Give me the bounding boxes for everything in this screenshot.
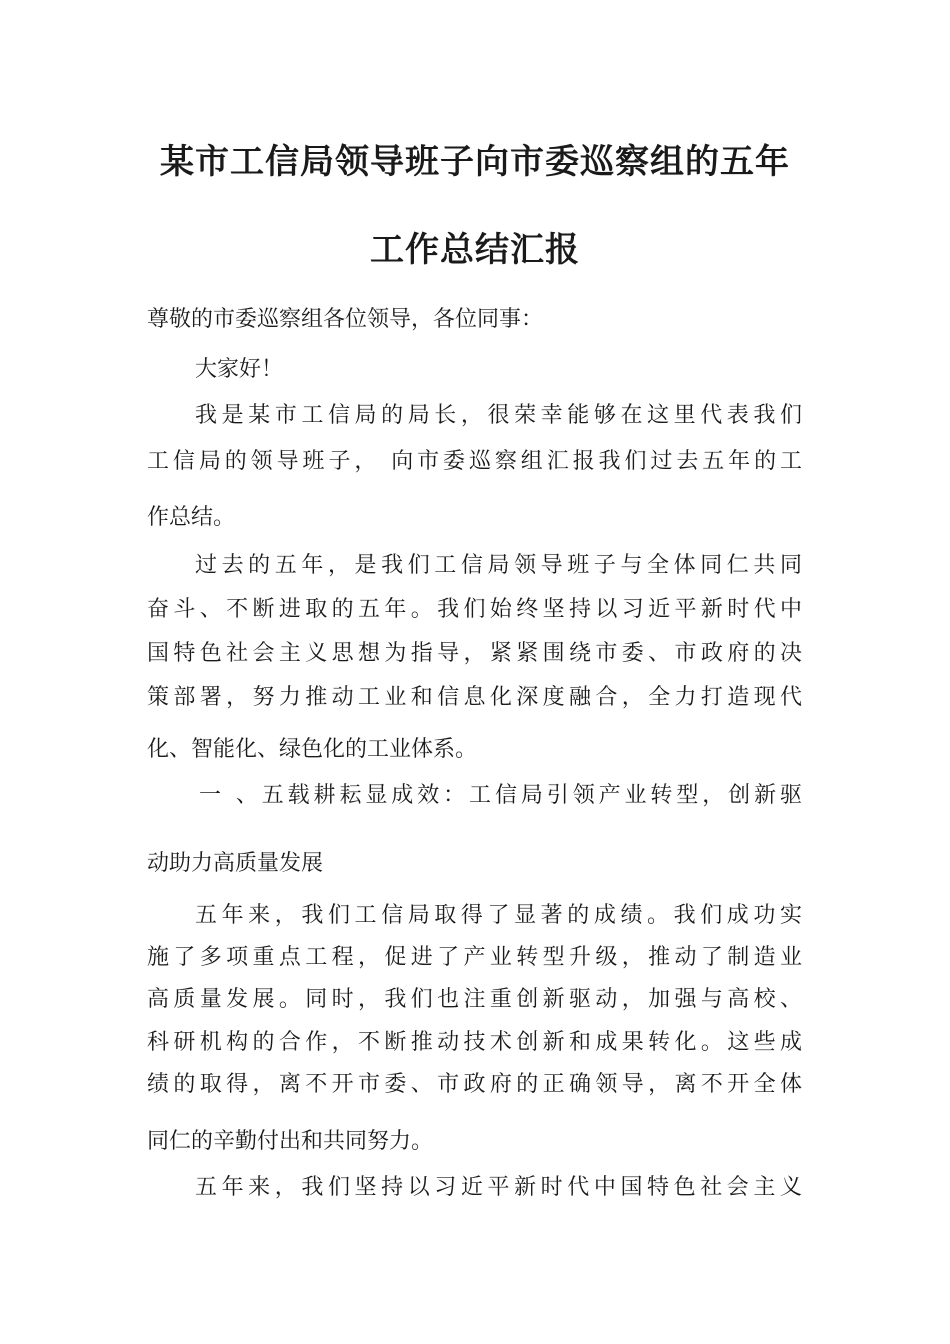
paragraph-line: 科研机构的合作，不断推动技术创新和成果转化。这些成: [147, 1030, 802, 1055]
paragraph-line: 五年来，我们坚持以习近平新时代中国特色社会主义: [195, 1175, 802, 1200]
document-title-line-2: 工作总结汇报: [370, 230, 580, 270]
paragraph-line: 作总结。: [147, 505, 236, 530]
paragraph-line: 过去的五年，是我们工信局领导班子与全体同仁共同: [195, 553, 802, 578]
paragraph-line: 施了多项重点工程，促进了产业转型升级，推动了制造业: [147, 945, 802, 970]
paragraph-line: 化、智能化、绿色化的工业体系。: [147, 737, 478, 762]
paragraph-line: 国特色社会主义思想为指导，紧紧围绕市委、市政府的决: [147, 641, 802, 666]
paragraph-line: 策部署，努力推动工业和信息化深度融合，全力打造现代: [147, 685, 802, 710]
salutation: 尊敬的市委巡察组各位领导，各位同事：: [147, 307, 544, 332]
paragraph-line: 奋斗、不断进取的五年。我们始终坚持以习近平新时代中: [147, 597, 802, 622]
paragraph-line: 同仁的辛勤付出和共同努力。: [147, 1129, 434, 1154]
paragraph-line: 绩的取得，离不开市委、市政府的正确领导，离不开全体: [147, 1072, 802, 1097]
section-heading-line: 一 、五载耕耘显成效：工信局引领产业转型，创新驱: [199, 783, 802, 808]
document-title-line-1: 某市工信局领导班子向市委巡察组的五年: [160, 142, 790, 182]
paragraph-line: 五年来，我们工信局取得了显著的成绩。我们成功实: [195, 903, 802, 928]
section-heading-line: 动助力高质量发展: [147, 851, 324, 876]
paragraph-line: 工信局的领导班子， 向市委巡察组汇报我们过去五年的工: [147, 449, 802, 474]
paragraph-line: 我是某市工信局的局长，很荣幸能够在这里代表我们: [195, 403, 802, 428]
greeting: 大家好！: [195, 357, 284, 382]
paragraph-line: 高质量发展。同时，我们也注重创新驱动，加强与高校、: [147, 987, 802, 1012]
